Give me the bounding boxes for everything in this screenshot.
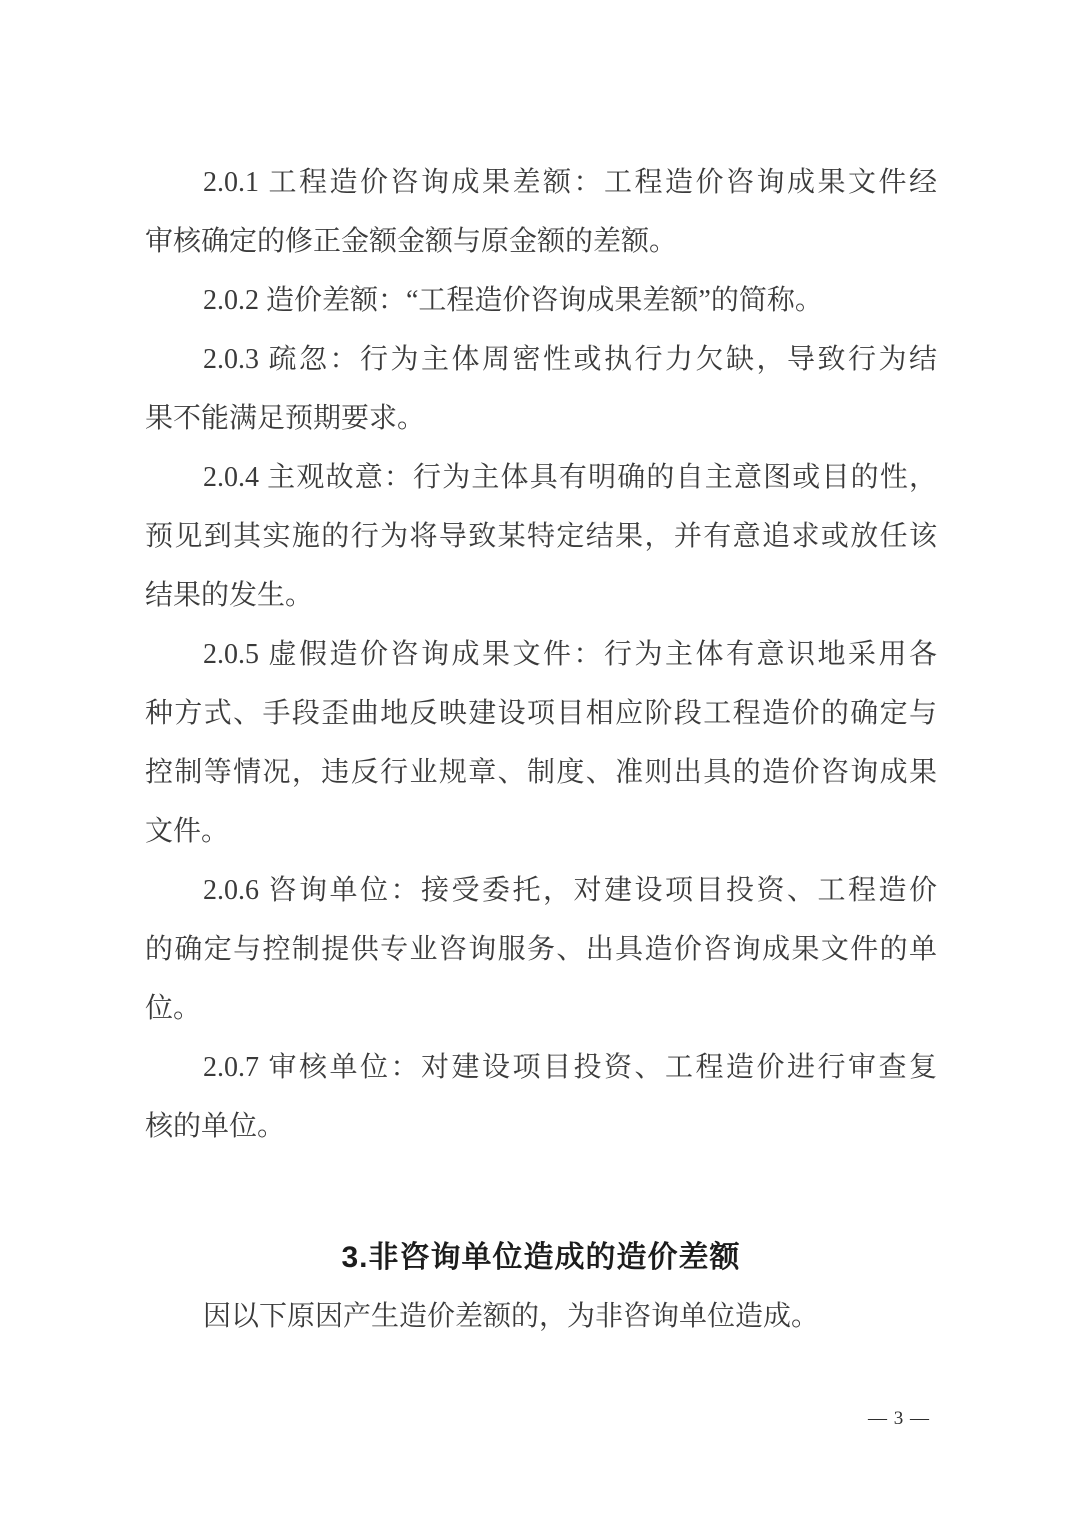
- text-line: 2.0.7 审核单位：对建设项目投资、工程造价进行审查复: [203, 1052, 937, 1083]
- text-line: 核的单位。: [145, 1111, 286, 1142]
- text-line: 审核确定的修正金额金额与原金额的差额。: [145, 226, 678, 257]
- page-number: — 3 —: [868, 1408, 930, 1429]
- text-line: 2.0.2 造价差额：“工程造价咨询成果差额”的简称。: [203, 285, 823, 316]
- text-line: 结果的发生。: [145, 580, 314, 611]
- text-line: 因以下原因产生造价差额的，为非咨询单位造成。: [203, 1301, 820, 1332]
- text-line: 2.0.3 疏忽：行为主体周密性或执行力欠缺，导致行为结: [203, 344, 937, 375]
- text-line: 2.0.4 主观故意：行为主体具有明确的自主意图或目的性，: [203, 462, 937, 493]
- text-line: 2.0.6 咨询单位：接受委托，对建设项目投资、工程造价: [203, 875, 937, 906]
- closing-section: [145, 1287, 937, 1346]
- text-line: 果不能满足预期要求。: [145, 403, 426, 434]
- text-line: 2.0.1 工程造价咨询成果差额：工程造价咨询成果文件经: [203, 167, 937, 198]
- text-line: 文件。: [145, 816, 230, 847]
- page-content: [145, 153, 937, 1346]
- text-line: 2.0.5 虚假造价咨询成果文件：行为主体有意识地采用各: [203, 639, 937, 670]
- text-line: 预见到其实施的行为将导致某特定结果，并有意追求或放任该: [145, 521, 937, 552]
- text-line: 种方式、手段歪曲地反映建设项目相应阶段工程造价的确定与: [145, 698, 937, 729]
- section-heading: 3.非咨询单位造成的造价差额: [341, 1241, 741, 1274]
- definitions-section: [145, 153, 937, 1156]
- text-line: 的确定与控制提供专业咨询服务、出具造价咨询成果文件的单: [145, 934, 937, 965]
- text-line: 位。: [145, 993, 202, 1024]
- text-line: 控制等情况，违反行业规章、制度、准则出具的造价咨询成果: [145, 757, 937, 788]
